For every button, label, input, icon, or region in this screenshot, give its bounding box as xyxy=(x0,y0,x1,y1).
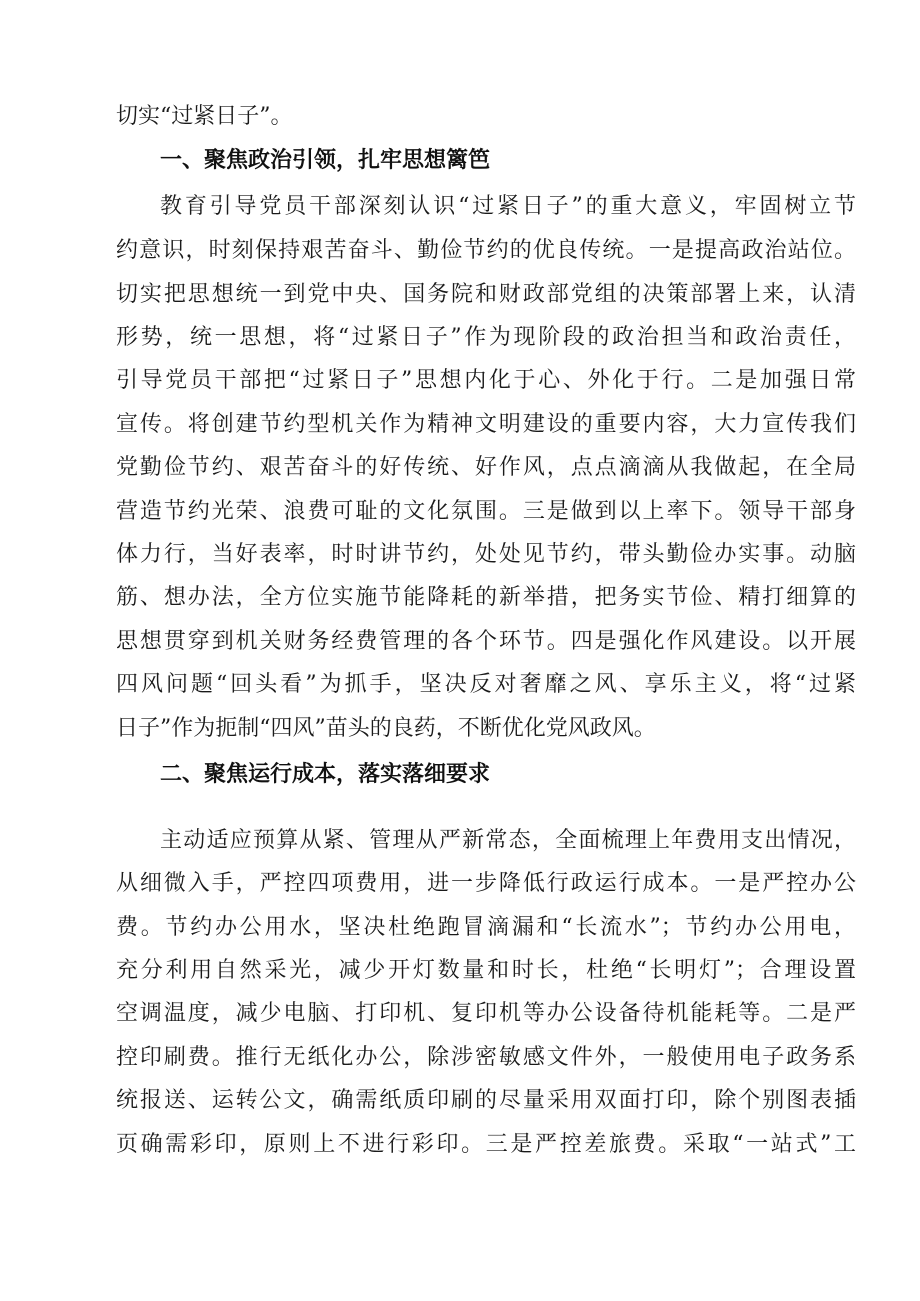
section-1-heading: 一、聚焦政治引领，扎牢思想篱笆 xyxy=(160,148,491,173)
section-2-line: 主动适应预算从紧、管理从严新常态，全面梳理上年费用支出情况， xyxy=(160,828,856,853)
section-2-heading: 二、聚焦运行成本，落实落细要求 xyxy=(160,762,491,787)
opening-line: 切实“过紧日子”。 xyxy=(116,104,293,129)
section-1-line: 营造节约光荣、浪费可耻的文化氛围。三是做到以上率下。领导干部身 xyxy=(116,499,856,524)
section-2-line: 页确需彩印，原则上不进行彩印。三是严控差旅费。采取“一站式”工 xyxy=(116,1132,856,1157)
section-2-line: 统报送、运转公文，确需纸质印刷的尽量采用双面打印，除个别图表插 xyxy=(116,1088,856,1113)
section-2-line: 充分利用自然采光，减少开灯数量和时长，杜绝“长明灯”；合理设置 xyxy=(116,958,856,983)
section-1-line: 教育引导党员干部深刻认识“过紧日子”的重大意义，牢固树立节 xyxy=(160,194,856,219)
section-2-line: 费。节约办公用水，坚决杜绝跑冒滴漏和“长流水”；节约办公用电， xyxy=(116,915,856,940)
section-2-line: 控印刷费。推行无纸化办公，除涉密敏感文件外，一般使用电子政务系 xyxy=(116,1045,856,1070)
section-1-line: 思想贯穿到机关财务经费管理的各个环节。四是强化作风建设。以开展 xyxy=(116,629,856,654)
section-1-line: 约意识，时刻保持艰苦奋斗、勤俭节约的优良传统。一是提高政治站位。 xyxy=(116,238,856,263)
section-1-line: 筋、想办法，全方位实施节能降耗的新举措，把务实节俭、精打细算的 xyxy=(116,585,856,610)
section-1-line: 宣传。将创建节约型机关作为精神文明建设的重要内容，大力宣传我们 xyxy=(116,412,856,437)
section-1-line: 引导党员干部把“过紧日子”思想内化于心、外化于行。二是加强日常 xyxy=(116,368,856,393)
section-1-line: 切实把思想统一到党中央、国务院和财政部党组的决策部署上来，认清 xyxy=(116,282,856,307)
section-2-line: 空调温度，减少电脑、打印机、复印机等办公设备待机能耗等。二是严 xyxy=(116,1001,856,1026)
section-1-line: 体力行，当好表率，时时讲节约，处处见节约，带头勤俭办实事。动脑 xyxy=(116,542,856,567)
section-1-line: 四风问题“回头看”为抓手，坚决反对奢靡之风、享乐主义，将“过紧 xyxy=(116,672,856,697)
section-1-line: 日子”作为扼制“四风”苗头的良药，不断优化党风政风。 xyxy=(116,716,656,741)
section-1-line: 党勤俭节约、艰苦奋斗的好传统、好作风，点点滴滴从我做起，在全局 xyxy=(116,455,856,480)
section-2-line: 从细微入手，严控四项费用，进一步降低行政运行成本。一是严控办公 xyxy=(116,871,856,896)
section-1-line: 形势，统一思想，将“过紧日子”作为现阶段的政治担当和政治责任， xyxy=(116,325,856,350)
